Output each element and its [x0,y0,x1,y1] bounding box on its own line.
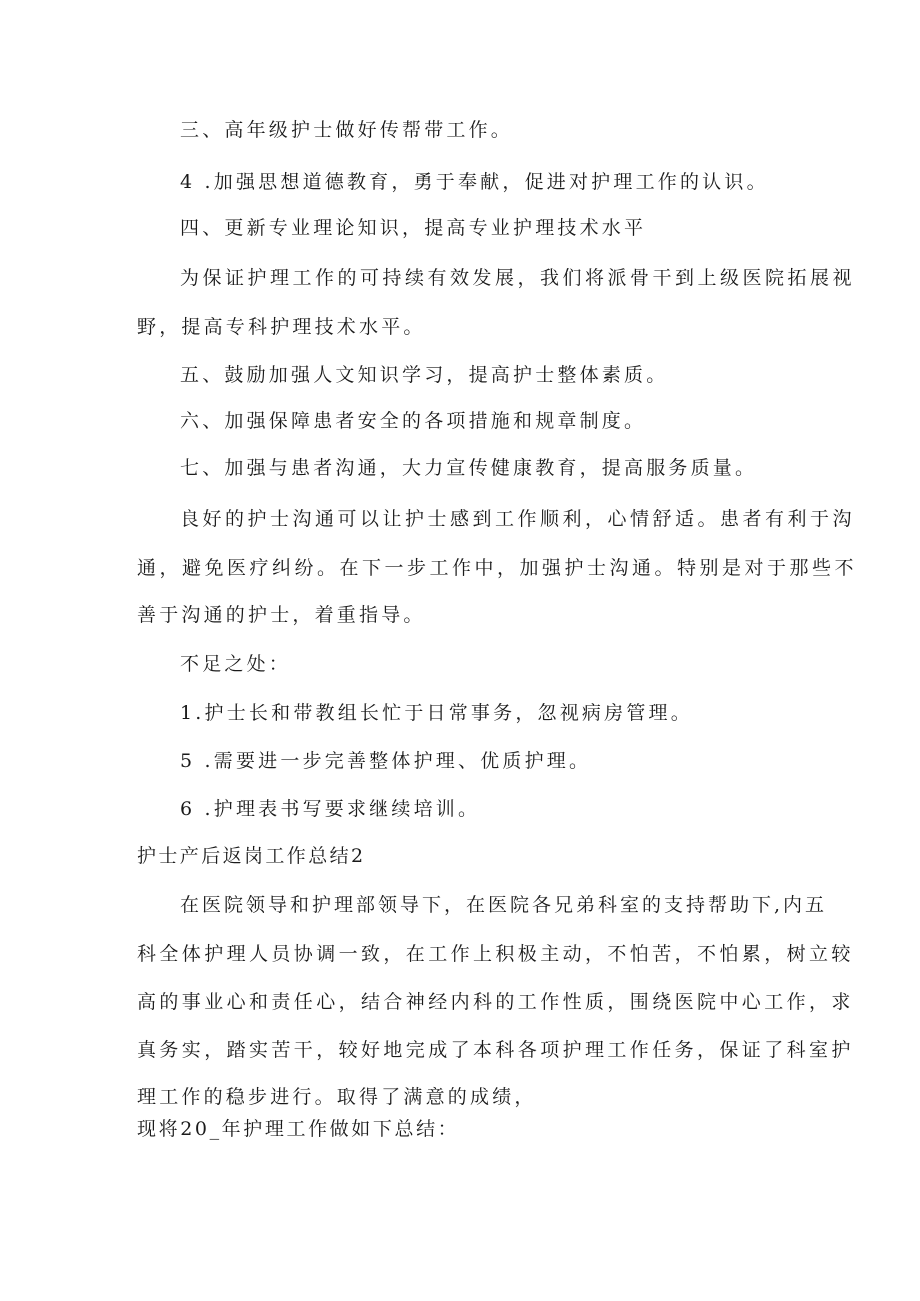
paragraph-line: 良好的护士沟通可以让护士感到工作顺利，心情舒适。患者有利于沟 [180,508,856,530]
paragraph-line: 现将20_年护理工作做如下总结： [137,1118,460,1140]
paragraph-line: 在医院领导和护理部领导下，在医院各兄弟科室的支持帮助下,内五 [180,894,828,916]
numbered-item: 5 .需要进一步完善整体护理、优质护理。 [180,750,592,772]
paragraph-line: 野，提高专科护理技术水平。 [137,316,426,338]
paragraph-line: 通，避免医疗纠纷。在下一步工作中，加强护士沟通。特别是对于那些不 [137,557,858,579]
paragraph-line: 善于沟通的护士，着重指导。 [137,604,426,626]
numbered-item: 4 .加强思想道德教育，勇于奉献，促进对护理工作的认识。 [180,171,769,193]
paragraph-line: 理工作的稳步进行。取得了满意的成绩， [137,1086,537,1108]
paragraph-line: 三、高年级护士做好传帮带工作。 [180,119,514,141]
document-title: 护士产后返岗工作总结2 [137,845,366,867]
section-heading: 六、加强保障患者安全的各项措施和规章制度。 [180,410,647,432]
section-heading: 七、加强与患者沟通，大力宣传健康教育，提高服务质量。 [180,457,758,479]
paragraph-line: 为保证护理工作的可持续有效发展，我们将派骨干到上级医院拓展视 [180,267,856,289]
section-heading: 四、更新专业理论知识，提高专业护理技术水平 [180,217,647,239]
numbered-item: 6 .护理表书写要求继续培训。 [180,798,481,820]
paragraph-line: 高的事业心和责任心，结合神经内科的工作性质，围绕医院中心工作，求 [137,991,854,1013]
paragraph-line: 不足之处： [180,653,292,675]
numbered-item: 1.护士长和带教组长忙于日常事务，忽视病房管理。 [180,702,693,724]
paragraph-line: 科全体护理人员协调一致，在工作上积极主动，不怕苦，不怕累，树立较 [137,943,854,965]
paragraph-line: 真务实，踏实苦干，较好地完成了本科各项护理工作任务，保证了科室护 [137,1039,854,1061]
section-heading: 五、鼓励加强人文知识学习，提高护士整体素质。 [180,364,669,386]
